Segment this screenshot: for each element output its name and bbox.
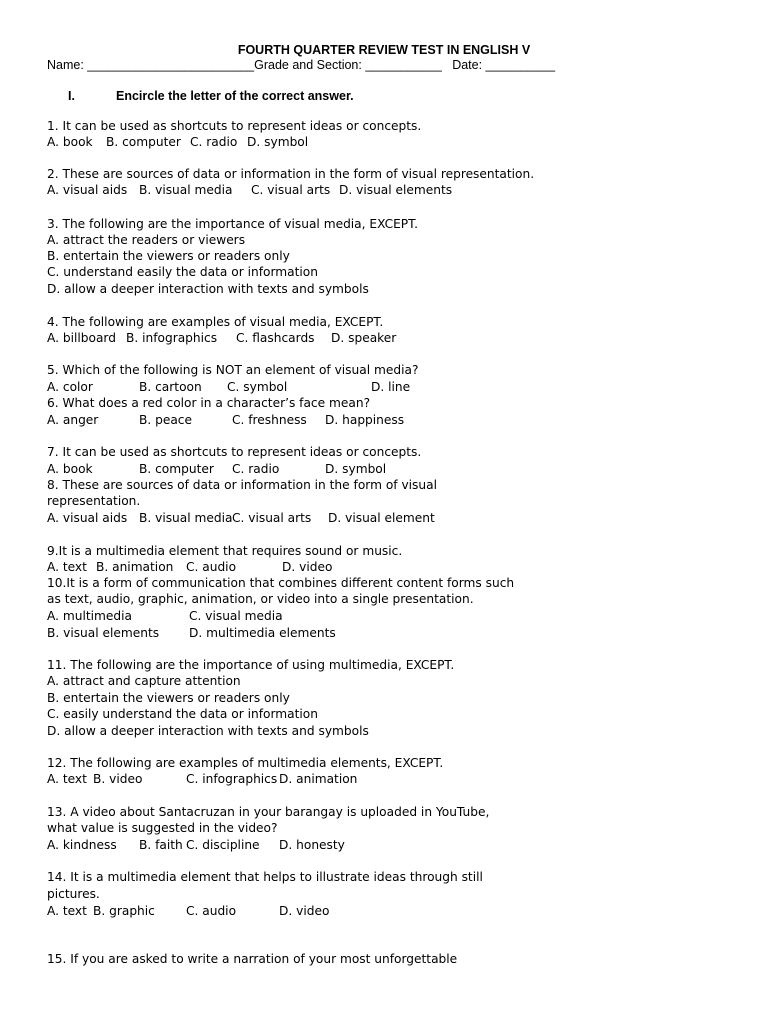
question-9-stem: 9.It is a multimedia element that requires sound or music. [47,544,403,558]
choice-d[interactable]: D. allow a deeper interaction with texts and symbols [47,724,369,738]
choice-c[interactable]: C. infographics [186,772,278,786]
question-1-stem: 1. It can be used as shortcuts to represent ideas or concepts. [47,119,422,133]
choice-a[interactable]: A. text [47,772,87,786]
choice-c[interactable]: C. radio [232,462,280,476]
choice-b[interactable]: B. visual media [139,511,233,525]
choice-d[interactable]: D. animation [279,772,358,786]
question-10-stem: 10.It is a form of communication that combines different content forms such [47,576,515,590]
choice-b[interactable]: B. infographics [126,331,218,345]
choice-d[interactable]: D. multimedia elements [189,626,336,640]
question-14-stem: 14. It is a multimedia element that helps to illustrate ideas through still [47,870,483,884]
question-6-stem: 6. What does a red color in a character’s face mean? [47,396,371,410]
question-14-stem-cont: pictures. [47,887,100,901]
instructions [68,89,354,103]
choice-c[interactable]: C. freshness [232,413,307,427]
question-8-stem-cont: representation. [47,494,141,508]
choice-c[interactable]: C. visual arts [251,183,331,197]
choice-a[interactable]: A. text [47,904,87,918]
choice-c[interactable]: C. audio [186,560,237,574]
choice-d[interactable]: D. honesty [279,838,345,852]
choice-c[interactable]: C. visual arts [232,511,312,525]
student-info-line: Name: ________________________Grade and Section: ___________ Date: __________ [47,58,556,72]
choice-b[interactable]: B. visual elements [47,626,160,640]
choice-b[interactable]: B. computer [139,462,214,476]
choice-d[interactable]: D. visual element [328,511,435,525]
choice-b[interactable]: B. video [93,772,143,786]
choice-b[interactable]: B. cartoon [139,380,202,394]
question-12-stem: 12. The following are examples of multimedia elements, EXCEPT. [47,756,444,770]
choice-d[interactable]: D. video [279,904,330,918]
choice-a[interactable]: A. attract and capture attention [47,674,241,688]
choice-c[interactable]: C. radio [190,135,238,149]
choice-d[interactable]: D. line [371,380,411,394]
choice-d[interactable]: D. speaker [331,331,397,345]
question-3-stem: 3. The following are the importance of visual media, EXCEPT. [47,217,418,231]
choice-c[interactable]: C. easily understand the data or information [47,707,318,721]
choice-b[interactable]: B. computer [106,135,181,149]
choice-a[interactable]: A. kindness [47,838,117,852]
question-13-stem: 13. A video about Santacruzan in your barangay is uploaded in YouTube, [47,805,490,819]
question-8-stem: 8. These are sources of data or information in the form of visual [47,478,437,492]
choice-c[interactable]: C. audio [186,904,237,918]
choice-c[interactable]: C. symbol [227,380,288,394]
choice-d[interactable]: D. happiness [325,413,405,427]
question-2-stem: 2. These are sources of data or information in the form of visual representation. [47,167,535,181]
choice-a[interactable]: A. anger [47,413,99,427]
choice-a[interactable]: A. visual aids [47,511,128,525]
choice-b[interactable]: B. graphic [93,904,155,918]
choice-c[interactable]: C. flashcards [236,331,315,345]
choice-c[interactable]: C. visual media [189,609,283,623]
question-5-stem: 5. Which of the following is NOT an element of visual media? [47,363,419,377]
choice-a[interactable]: A. billboard [47,331,116,345]
choice-b[interactable]: B. visual media [139,183,233,197]
choice-a[interactable]: A. book [47,462,93,476]
choice-d[interactable]: D. symbol [247,135,309,149]
question-13-stem-cont: what value is suggested in the video? [47,821,278,835]
choice-c[interactable]: C. discipline [186,838,260,852]
choice-a[interactable]: A. book [47,135,93,149]
choice-b[interactable]: B. faith [139,838,183,852]
question-15-stem: 15. If you are asked to write a narration of your most unforgettable [47,952,458,966]
question-4-stem: 4. The following are examples of visual media, EXCEPT. [47,315,384,329]
instructions-number: I. [68,89,75,103]
choice-d[interactable]: D. allow a deeper interaction with texts and symbols [47,282,369,296]
choice-a[interactable]: A. visual aids [47,183,128,197]
choice-b[interactable]: B. peace [139,413,193,427]
choice-c[interactable]: C. understand easily the data or information [47,265,318,279]
choice-b[interactable]: B. entertain the viewers or readers only [47,249,290,263]
instructions-text: Encircle the letter of the correct answer. [116,89,354,103]
choice-a[interactable]: A. color [47,380,93,394]
choice-d[interactable]: D. visual elements [339,183,453,197]
choice-a[interactable]: A. attract the readers or viewers [47,233,246,247]
question-11-stem: 11. The following are the importance of using multimedia, EXCEPT. [47,658,455,672]
question-10-stem-cont: as text, audio, graphic, animation, or video into a single presentation. [47,592,474,606]
question-7-stem: 7. It can be used as shortcuts to represent ideas or concepts. [47,445,422,459]
test-title: FOURTH QUARTER REVIEW TEST IN ENGLISH V [237,43,531,57]
choice-a[interactable]: A. text [47,560,87,574]
choice-a[interactable]: A. multimedia [47,609,132,623]
choice-d[interactable]: D. video [282,560,333,574]
choice-b[interactable]: B. animation [96,560,174,574]
choice-b[interactable]: B. entertain the viewers or readers only [47,691,290,705]
choice-d[interactable]: D. symbol [325,462,387,476]
